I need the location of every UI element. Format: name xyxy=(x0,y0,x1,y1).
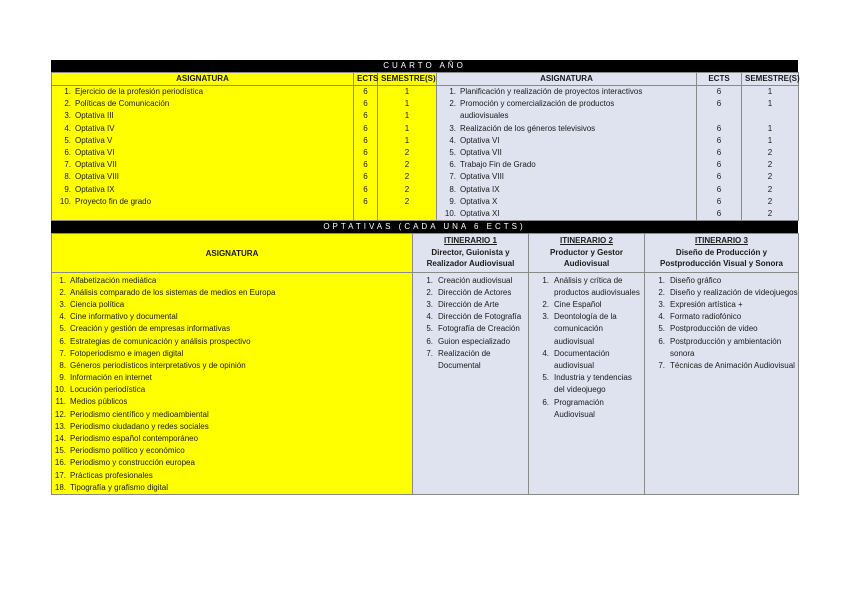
right-course-item xyxy=(440,208,693,220)
left-course-item xyxy=(55,98,350,110)
course-ects: 6 xyxy=(716,196,722,206)
course-ects: 6 xyxy=(363,160,368,170)
itinerario-item-name: Diseño gráfico xyxy=(670,275,722,285)
course-number: 9. xyxy=(449,196,456,206)
course-name: Realización de los géneros televisivos xyxy=(460,123,596,133)
optativa-name: Locución periodística xyxy=(70,385,146,395)
course-ects: 6 xyxy=(716,160,722,170)
itinerario-item-number: 5. xyxy=(426,324,433,334)
itinerario-item-name: Técnicas de Animación Audiovisual xyxy=(670,361,795,370)
itinerario-item-number: 2. xyxy=(658,287,665,297)
course-semester: 1 xyxy=(767,87,773,96)
course-name: Políticas de Comunicación xyxy=(75,99,170,109)
course-name: Optativa VIII xyxy=(75,172,120,182)
curriculum-document xyxy=(51,60,798,495)
course-name: Optativa V xyxy=(75,135,113,145)
optativa-number: 17. xyxy=(54,470,66,480)
right-ects-header: ECTS xyxy=(697,73,742,86)
optativa-item xyxy=(54,445,412,457)
course-number: 1. xyxy=(64,87,71,96)
left-course-item xyxy=(55,196,350,208)
course-semester: 2 xyxy=(404,172,410,182)
optativa-item xyxy=(54,360,412,372)
right-semestre-header: SEMESTRE(S) xyxy=(742,73,799,86)
course-ects: 6 xyxy=(716,135,722,145)
course-semester: 2 xyxy=(767,208,773,218)
optativa-name: Periodismo político y económico xyxy=(70,446,185,456)
fourth-year-header-row xyxy=(52,73,799,86)
itinerario-2-title: ITINERARIO 2 xyxy=(560,236,613,246)
course-number: 2. xyxy=(64,99,71,109)
optativa-number: 4. xyxy=(59,312,66,322)
course-semester: 1 xyxy=(404,87,410,96)
optativa-item xyxy=(54,311,412,323)
itinerario-1-title: ITINERARIO 1 xyxy=(444,236,497,246)
course-number: 2. xyxy=(449,99,456,109)
fourth-year-title-bar: CUARTO AÑO xyxy=(51,60,798,72)
itinerario-1-item xyxy=(413,299,528,311)
itinerario-3-item xyxy=(645,311,798,323)
optativa-item xyxy=(54,323,412,335)
course-ects: 6 xyxy=(716,208,722,218)
optativas-asignatura-header: ASIGNATURA xyxy=(52,234,413,273)
itinerario-item-number: 5. xyxy=(658,324,665,334)
course-name: Optativa VI xyxy=(75,147,115,157)
itinerario-item-name: Diseño y realización de videojuegos xyxy=(670,287,798,297)
itinerario-1-item xyxy=(413,348,528,372)
itinerario-1-item xyxy=(413,287,528,299)
course-semester: 1 xyxy=(767,123,773,133)
itinerario-item-number: 5. xyxy=(542,373,549,383)
course-semester: 1 xyxy=(404,123,410,133)
course-number: 7. xyxy=(449,172,456,182)
itinerario-3-item xyxy=(645,275,798,287)
left-course-item xyxy=(55,147,350,159)
optativa-number: 9. xyxy=(59,373,66,383)
itinerario-item-name: Creación audiovisual xyxy=(438,275,513,285)
course-semester: 2 xyxy=(404,160,410,170)
left-course-item xyxy=(55,86,350,98)
itinerario-item-number: 2. xyxy=(426,287,433,297)
itinerario-2-item xyxy=(529,299,644,311)
course-name: Optativa IV xyxy=(75,123,115,133)
left-course-item xyxy=(55,123,350,135)
optativa-name: Prácticas profesionales xyxy=(70,470,153,480)
course-name: Planificación y realización de proyectos interactivos xyxy=(460,87,643,96)
itinerario-item-name: Guion especializado xyxy=(438,336,511,346)
course-ects: 6 xyxy=(363,147,368,157)
course-ects: 6 xyxy=(363,111,368,121)
optativa-number: 2. xyxy=(59,287,66,297)
course-number: 3. xyxy=(64,111,71,121)
itinerario-1-header xyxy=(413,234,529,273)
itinerario-item-number: 6. xyxy=(426,336,433,346)
optativa-number: 13. xyxy=(54,421,66,431)
itinerario-2-list xyxy=(529,272,645,494)
fourth-year-table xyxy=(51,72,799,221)
optativa-name: Análisis comparado de los sistemas de medios en Europa xyxy=(70,287,276,297)
itinerario-item-name: Documentación audiovisual xyxy=(554,348,610,370)
itinerario-item-name: Dirección de Actores xyxy=(438,287,512,297)
left-course-ects xyxy=(354,86,378,221)
course-ects: 6 xyxy=(716,87,722,96)
optativa-item xyxy=(54,384,412,396)
course-number: 8. xyxy=(64,172,71,182)
course-ects: 6 xyxy=(363,87,368,96)
left-course-names xyxy=(52,86,354,221)
optativa-item xyxy=(54,396,412,408)
optativa-item xyxy=(54,409,412,421)
optativas-table xyxy=(51,233,799,495)
itinerario-item-number: 6. xyxy=(542,397,549,407)
itinerario-1-item xyxy=(413,311,528,323)
optativa-name: Fotoperiodismo e imagen digital xyxy=(70,348,184,358)
itinerario-3-item xyxy=(645,323,798,335)
optativa-name: Periodismo ciudadano y redes sociales xyxy=(70,421,209,431)
optativas-title-bar: OPTATIVAS (CADA UNA 6 ECTS) xyxy=(51,221,798,233)
course-name: Promoción y comercialización de productos audiovisuales xyxy=(460,99,615,121)
optativa-name: Géneros periodísticos interpretativos y de opinión xyxy=(70,360,246,370)
course-semester: 1 xyxy=(404,111,410,121)
itinerario-item-name: Dirección de Fotografía xyxy=(438,312,522,322)
itinerario-item-name: Formato radiofónico xyxy=(670,312,742,322)
left-asignatura-header: ASIGNATURA xyxy=(52,73,354,86)
optativa-name: Periodismo científico y medioambiental xyxy=(70,409,209,419)
course-ects: 6 xyxy=(363,123,368,133)
course-name: Optativa III xyxy=(75,111,114,121)
optativas-list xyxy=(52,272,413,494)
itinerario-item-number: 1. xyxy=(426,275,433,285)
optativa-item xyxy=(54,299,412,311)
course-semester: 2 xyxy=(767,196,773,206)
optativa-number: 12. xyxy=(54,409,66,419)
itinerario-3-list xyxy=(645,272,799,494)
course-ects: 6 xyxy=(363,196,368,206)
course-number: 4. xyxy=(449,135,456,145)
itinerario-item-name: Programación Audiovisual xyxy=(554,397,604,419)
itinerario-item-number: 7. xyxy=(426,348,433,358)
left-course-item xyxy=(55,184,350,196)
left-course-item xyxy=(55,159,350,171)
itinerario-item-name: Realización de Documental xyxy=(438,348,491,370)
optativa-item xyxy=(54,470,412,482)
course-ects: 6 xyxy=(716,123,722,133)
right-course-item xyxy=(440,171,693,183)
left-course-item xyxy=(55,135,350,147)
itinerario-item-number: 2. xyxy=(542,299,549,309)
optativa-item xyxy=(54,421,412,433)
itinerario-item-number: 6. xyxy=(658,336,665,346)
itinerario-item-name: Expresión artística + xyxy=(670,299,743,309)
itinerario-2-item xyxy=(529,275,644,299)
optativa-name: Creación y gestión de empresas informativas xyxy=(70,324,231,334)
course-name: Optativa IX xyxy=(75,184,115,194)
itinerario-item-number: 3. xyxy=(542,312,549,322)
optativa-item xyxy=(54,482,412,494)
optativa-name: Estrategias de comunicación y análisis prospectivo xyxy=(70,336,251,346)
left-semestre-header: SEMESTRE(S) xyxy=(378,73,437,86)
optativa-number: 6. xyxy=(59,336,66,346)
optativa-number: 10. xyxy=(54,385,66,395)
optativa-name: Periodismo español contemporáneo xyxy=(70,434,199,444)
right-course-item xyxy=(440,147,693,159)
optativa-item xyxy=(54,348,412,360)
course-number: 4. xyxy=(64,123,71,133)
course-number: 3. xyxy=(449,123,456,133)
right-course-item xyxy=(440,86,693,98)
course-ects: 6 xyxy=(716,172,722,182)
course-name: Optativa IX xyxy=(460,184,500,194)
course-ects: 6 xyxy=(716,147,722,157)
course-semester: 2 xyxy=(404,147,410,157)
right-asignatura-header: ASIGNATURA xyxy=(437,73,697,86)
optativa-item xyxy=(54,372,412,384)
course-name: Trabajo Fin de Grado xyxy=(460,160,536,170)
course-ects: 6 xyxy=(716,184,722,194)
itinerario-item-name: Postproducción de video xyxy=(670,324,758,334)
right-course-item xyxy=(440,184,693,196)
itinerario-item-number: 3. xyxy=(426,299,433,309)
course-number: 6. xyxy=(64,147,71,157)
course-number: 9. xyxy=(64,184,71,194)
course-semester: 1 xyxy=(767,135,773,145)
itinerario-item-name: Postproducción y ambientación sonora xyxy=(670,336,782,358)
course-number: 6. xyxy=(449,160,456,170)
course-name: Proyecto fin de grado xyxy=(75,196,152,206)
itinerario-item-number: 1. xyxy=(542,275,549,285)
course-ects: 6 xyxy=(363,184,368,194)
itinerario-2-item xyxy=(529,397,644,421)
itinerario-item-name: Industria y tendencias del videojuego xyxy=(554,373,632,395)
course-semester: 2 xyxy=(767,160,773,170)
course-semester: 2 xyxy=(404,184,410,194)
right-course-item xyxy=(440,123,693,135)
right-course-semesters xyxy=(742,86,799,221)
course-name: Optativa XI xyxy=(460,208,500,218)
optativa-number: 5. xyxy=(59,324,66,334)
itinerario-item-name: Fotografía de Creación xyxy=(438,324,520,334)
itinerario-item-number: 4. xyxy=(542,348,549,358)
optativa-item xyxy=(54,457,412,469)
course-number: 10. xyxy=(444,208,456,218)
course-name: Optativa VII xyxy=(75,160,117,170)
itinerario-2-subtitle: Productor y Gestor Audiovisual xyxy=(550,247,623,269)
right-course-item xyxy=(440,135,693,147)
optativa-name: Periodismo y construcción europea xyxy=(70,458,195,468)
optativa-number: 16. xyxy=(54,458,66,468)
optativa-item xyxy=(54,433,412,445)
course-ects: 6 xyxy=(363,99,368,109)
course-semester: 1 xyxy=(767,99,773,109)
optativa-number: 3. xyxy=(59,299,66,309)
left-ects-header: ECTS xyxy=(354,73,378,86)
optativa-number: 11. xyxy=(55,397,66,407)
course-name: Optativa VIII xyxy=(460,172,505,182)
itinerario-1-item xyxy=(413,275,528,287)
course-semester: 2 xyxy=(767,147,773,157)
right-course-names xyxy=(437,86,697,221)
left-course-semesters xyxy=(378,86,437,221)
itinerario-3-subtitle: Diseño de Producción y Postproducción Visual y Sonora xyxy=(660,247,783,269)
course-semester: 1 xyxy=(404,135,410,145)
itinerario-item-name: Cine Español xyxy=(554,299,602,309)
course-semester: 1 xyxy=(404,99,410,109)
optativa-name: Información en internet xyxy=(70,373,152,383)
spacer xyxy=(700,110,738,122)
itinerario-3-item xyxy=(645,287,798,299)
itinerario-item-number: 3. xyxy=(658,299,665,309)
right-course-item xyxy=(440,159,693,171)
itinerario-2-item xyxy=(529,311,644,348)
itinerario-1-item xyxy=(413,323,528,335)
itinerario-item-name: Deontología de la comunicación audiovisual xyxy=(554,312,617,346)
optativa-item xyxy=(54,275,412,287)
course-ects: 6 xyxy=(716,99,722,109)
itinerario-2-header xyxy=(529,234,645,273)
course-semester: 2 xyxy=(767,172,773,182)
course-name: Optativa X xyxy=(460,196,498,206)
spacer xyxy=(745,110,795,122)
right-course-item xyxy=(440,196,693,208)
left-course-item xyxy=(55,171,350,183)
itinerario-2-item xyxy=(529,372,644,396)
optativa-item xyxy=(54,336,412,348)
course-number: 8. xyxy=(449,184,456,194)
itinerario-item-name: Dirección de Arte xyxy=(438,299,499,309)
right-course-ects xyxy=(697,86,742,221)
optativa-name: Medios públicos xyxy=(70,397,128,407)
itinerario-1-subtitle: Director, Guionista y Realizador Audiovisual xyxy=(426,247,515,269)
course-name: Optativa VII xyxy=(460,147,502,157)
itinerario-item-number: 4. xyxy=(658,312,665,322)
itinerario-3-item xyxy=(645,336,798,360)
itinerario-1-list xyxy=(413,272,529,494)
course-number: 10. xyxy=(59,196,71,206)
itinerario-item-number: 4. xyxy=(426,312,433,322)
course-number: 5. xyxy=(64,135,71,145)
optativa-name: Ciencia política xyxy=(70,299,125,309)
optativa-number: 8. xyxy=(59,360,66,370)
course-semester: 2 xyxy=(404,196,410,206)
course-name: Optativa VI xyxy=(460,135,500,145)
itinerario-item-number: 7. xyxy=(658,361,665,370)
optativa-number: 7. xyxy=(59,348,66,358)
optativa-name: Tipografía y grafismo digital xyxy=(70,482,168,492)
optativa-item xyxy=(54,287,412,299)
course-ects: 6 xyxy=(363,172,368,182)
optativa-name: Cine informativo y documental xyxy=(70,312,178,322)
left-course-item xyxy=(55,110,350,122)
course-number: 7. xyxy=(64,160,71,170)
optativa-number: 18. xyxy=(54,482,66,492)
itinerario-3-title: ITINERARIO 3 xyxy=(695,236,748,246)
itinerario-item-name: Análisis y crítica de productos audiovisuales xyxy=(554,275,640,297)
itinerario-3-item xyxy=(645,360,798,372)
course-number: 5. xyxy=(449,147,456,157)
optativa-name: Alfabetización mediática xyxy=(70,275,157,285)
itinerario-item-number: 1. xyxy=(658,275,665,285)
course-semester: 2 xyxy=(767,184,773,194)
itinerario-3-header xyxy=(645,234,799,273)
course-ects: 6 xyxy=(363,135,368,145)
optativa-number: 14. xyxy=(54,434,66,444)
course-name: Ejercicio de la profesión periodística xyxy=(75,87,204,96)
itinerario-1-item xyxy=(413,336,528,348)
course-number: 1. xyxy=(449,87,456,96)
itinerario-3-item xyxy=(645,299,798,311)
optativa-number: 15. xyxy=(54,446,66,456)
optativa-number: 1. xyxy=(59,275,66,285)
itinerario-2-item xyxy=(529,348,644,372)
right-course-item xyxy=(440,98,693,122)
